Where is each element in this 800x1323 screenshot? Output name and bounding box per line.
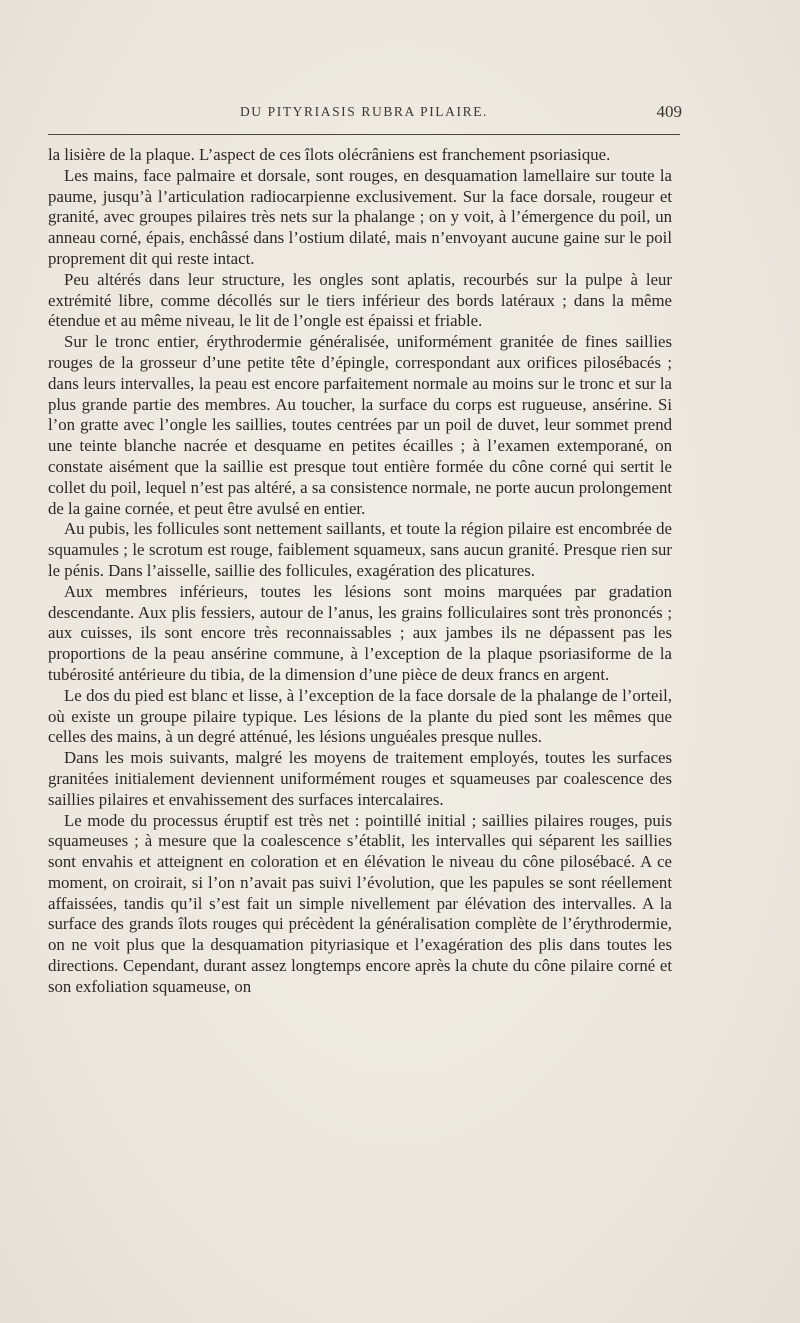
page-number: 409 <box>656 102 682 121</box>
running-head <box>46 104 682 124</box>
paragraph: Les mains, face palmaire et dorsale, sont rouges, en desquamation lamellaire sur toute la paume, jusqu’à l’articulation radiocarpienne exclusivement. Sur la face dorsale, rougeur et granité, avec groupes pilaires très nets sur la phalange ; on y voit, à l’émergence du poil, un anneau corné, épais, enchâssé dans l’ostium dilaté, mais n’envoyant aucune gaine sur le poil proprement dit qui reste intact. <box>48 165 672 268</box>
paragraph: Sur le tronc entier, érythrodermie généralisée, uniformément granitée de fines saillies rouges de la grosseur d’une petite tête d’épingle, correspondant aux orifices pilosébacés ; dans leurs intervalles, la peau est encore parfaitement normale au moins sur le tronc et sur la plus grande partie des membres. Au toucher, la surface du corps est rugueuse, ansérine. Si l’on gratte avec l’ongle les saillies, toutes centrées par un poil de duvet, leur sommet prend une teinte blanche nacrée et desquame en petites écailles ; à l’examen extemporané, on constate aisément que la saillie est presque tout entière formée du cône corné qui sertit le collet du poil, lequel n’est pas altéré, a sa consistence normale, ne porte aucun prolongement de la gaine cornée, et peut être avulsé en entier. <box>48 332 672 518</box>
running-title: DU PITYRIASIS RUBRA PILAIRE. <box>239 104 489 119</box>
paragraph: Aux membres inférieurs, toutes les lésions sont moins marquées par gradation descendante. Aux plis fessiers, autour de l’anus, les grains folliculaires sont très prononcés ; aux cuisses, ils sont encore très reconnaissables ; aux jambes ils ne dépassent pas les proportions de la peau ansérine commune, à l’exception de la plaque psoriasiforme de la tubérosité antérieure du tibia, de la dimension d’une pièce de deux francs en argent. <box>48 581 672 684</box>
header-rule <box>48 134 680 135</box>
paragraph: la lisière de la plaque. L’aspect de ces îlots olécrâniens est franchement psoriasique. <box>48 145 611 164</box>
paragraph: Dans les mois suivants, malgré les moyens de traitement employés, toutes les surfaces granitées initialement deviennent uniformément rouges et squameuses par coalescence des saillies pilaires et envahissement des surfaces intercalaires. <box>48 748 672 809</box>
paragraph: Le dos du pied est blanc et lisse, à l’exception de la face dorsale de la phalange de l’orteil, où existe un groupe pilaire typique. Les lésions de la plante du pied sont les mêmes que celles des mains, à un degré atténué, les lésions unguéales presque nulles. <box>48 685 672 747</box>
body-text <box>48 145 672 998</box>
paragraph: Peu altérés dans leur structure, les ongles sont aplatis, recourbés sur la pulpe à leur extrémité libre, comme décollés sur le tiers inférieur des bords latéraux ; dans la même étendue et au même niveau, le lit de l’ongle est épaissi et friable. <box>48 269 672 331</box>
paragraph: Le mode du processus éruptif est très net : pointillé initial ; saillies pilaires rouges, puis squameuses ; à mesure que la coalescence s’établit, les intervalles qui séparent les saillies sont envahis et atteignent en coloration et en élévation le niveau du cône pilosébacé. A ce moment, on croirait, si l’on n’avait pas suivi l’évolution, que les papules se sont réellement affaissées, tandis qu’il s’est fait un simple nivellement par élévation des intervalles. A la surface des grands îlots rouges qui précèdent la généralisation complète de l’érythrodermie, on ne voit plus que la desquamation pityriasique et l’exagération des plis dans toutes les directions. Cependant, durant assez longtemps encore après la chute du cône pilaire corné et son exfoliation squameuse, on <box>48 810 672 996</box>
paragraph: Au pubis, les follicules sont nettement saillants, et toute la région pilaire est encombrée de squamules ; le scrotum est rouge, faiblement squameux, sans aucun granité. Presque rien sur le pénis. Dans l’aisselle, saillie des follicules, exagération des plicatures. <box>48 519 672 580</box>
